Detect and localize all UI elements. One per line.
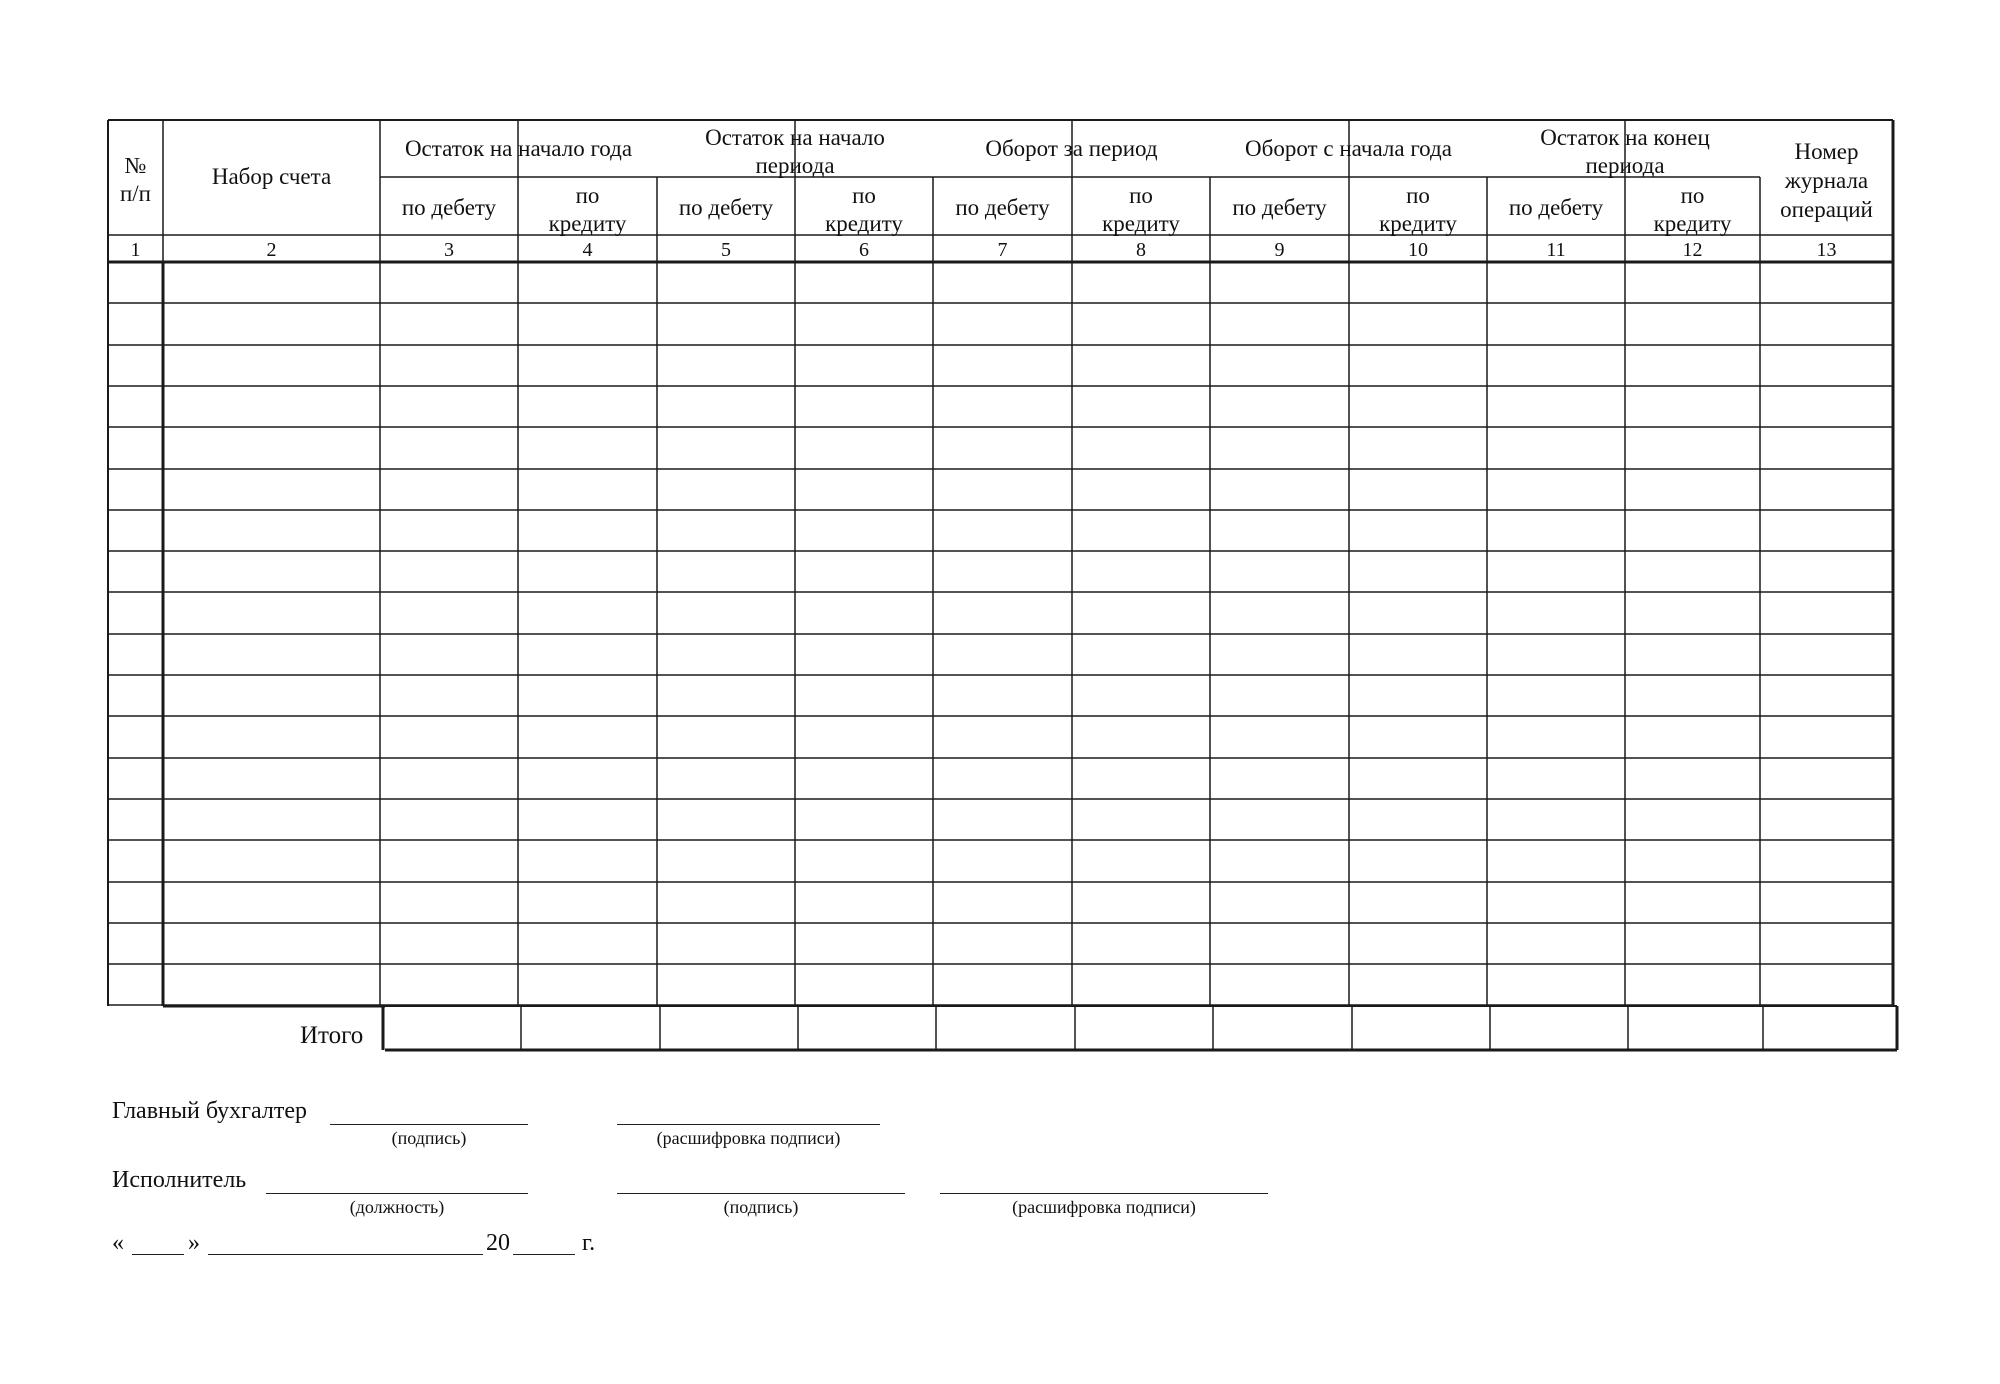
date-year-prefix: 20 [486,1230,510,1256]
executor-signature-caption: (подпись) [723,1197,799,1217]
chief-accountant-label: Главный бухгалтер [112,1098,307,1124]
date-close-quote: » [188,1230,200,1256]
column-number-4: 4 [582,239,593,261]
column-number-3: 3 [444,239,454,261]
executor-position-caption: (должность) [349,1197,445,1217]
sub-credit-2: по кредиту [825,183,903,236]
executor-decode-caption: (расшифровка подписи) [1012,1197,1196,1217]
executor-position-line[interactable] [266,1193,528,1194]
header-group-2: Остаток на начало периода [705,125,885,178]
column-number-11: 11 [1546,239,1566,261]
executor-label: Исполнитель [112,1167,247,1193]
chief-decode-caption: (расшифровка подписи) [656,1128,841,1148]
header-journal: Номер журнала операций [1780,139,1873,222]
date-month-line[interactable] [208,1254,483,1255]
column-number-7: 7 [997,239,1008,261]
column-number-12: 12 [1682,239,1703,261]
chief-signature-caption: (подпись) [391,1128,467,1148]
header-num: № п/п [119,153,151,206]
header-group-4: Оборот с начала года [1245,136,1452,161]
column-number-8: 8 [1136,239,1146,261]
column-number-2: 2 [266,239,277,261]
chief-signature-decode-line[interactable] [617,1124,880,1125]
column-number-10: 10 [1408,239,1428,261]
date-day-line[interactable] [132,1254,184,1255]
date-open-quote: « [112,1230,124,1256]
sub-credit-1: по кредиту [548,183,627,236]
sub-debit-3: по дебету [955,195,1050,220]
sub-debit-4: по дебету [1232,195,1327,220]
sub-debit-5: по дебету [1508,195,1604,220]
column-number-5: 5 [721,239,731,261]
column-number-9: 9 [1274,239,1285,261]
total-label: Итого [300,1022,364,1049]
sub-debit-2: по дебету [678,195,774,220]
column-number-6: 6 [859,239,869,261]
column-number-13: 13 [1816,239,1837,261]
header-group-1: Остаток на начало года [404,136,633,161]
date-year-line[interactable] [513,1254,575,1255]
sub-credit-4: по кредиту [1379,183,1457,236]
executor-signature-line[interactable] [617,1193,905,1194]
sub-debit-1: по дебету [401,195,497,220]
header-group-3: Оборот за период [985,136,1158,161]
column-number-1: 1 [130,239,141,261]
header-group-5: Остаток на конец периода [1540,125,1710,178]
sub-credit-3: по кредиту [1102,183,1180,236]
date-year-suffix: г. [582,1230,596,1256]
executor-decode-line[interactable] [940,1193,1268,1194]
chief-signature-line[interactable] [330,1124,528,1125]
sub-credit-5: по кредиту [1653,183,1732,236]
header-account: Набор счета [211,164,332,189]
